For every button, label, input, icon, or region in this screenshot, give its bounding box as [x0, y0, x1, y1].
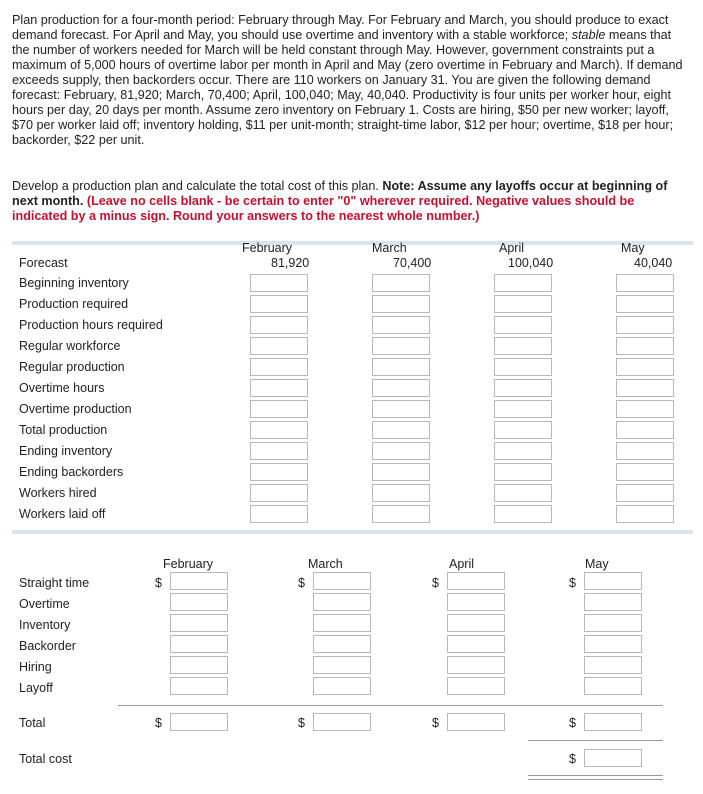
- total-cost-input[interactable]: [584, 749, 642, 767]
- workers-laid-off-april-input[interactable]: [494, 505, 552, 523]
- regular-workforce-may-input[interactable]: [616, 337, 674, 355]
- cost-label-layoff: Layoff: [19, 681, 53, 695]
- ending-backorders-february-input[interactable]: [250, 463, 308, 481]
- problem-text-a: Plan production for a four-month period: February through May. For February and March, you should produce to exact demand forecast. For April and May, you should use overtime and inventory with a stable workforce;: [12, 13, 669, 42]
- problem-statement: [12, 13, 692, 148]
- production-hours-required-march-input[interactable]: [372, 316, 430, 334]
- cost-backorder-february-input[interactable]: [170, 635, 228, 653]
- plan-table-bottom-band: [12, 530, 693, 534]
- cost-header-may: May: [585, 557, 609, 571]
- row-label-production-required: Production required: [19, 297, 129, 311]
- row-label-workers-hired: Workers hired: [19, 486, 97, 500]
- cost-overtime-february-input[interactable]: [170, 593, 228, 611]
- cost-straight-time-april-input[interactable]: [447, 572, 505, 590]
- row-label-beginning-inventory: Beginning inventory: [19, 276, 129, 290]
- regular-production-april-input[interactable]: [494, 358, 552, 376]
- plan-header-april: April: [499, 241, 525, 255]
- instructions-note: Note: Assume any layoffs occur at beginning of next month.: [12, 179, 668, 208]
- forecast-march: 70,400: [393, 256, 432, 270]
- cost-overtime-april-input[interactable]: [447, 593, 505, 611]
- overtime-production-march-input[interactable]: [372, 400, 430, 418]
- workers-laid-off-may-input[interactable]: [616, 505, 674, 523]
- cost-straight-time-may-input[interactable]: [584, 572, 642, 590]
- row-label-production-hours-required: Production hours required: [19, 318, 163, 332]
- row-label-regular-production: Regular production: [19, 360, 125, 374]
- beginning-inventory-april-input[interactable]: [494, 274, 552, 292]
- cost-overtime-march-input[interactable]: [313, 593, 371, 611]
- production-required-february-input[interactable]: [250, 295, 308, 313]
- cost-layoff-may-input[interactable]: [584, 677, 642, 695]
- currency-may: $: [569, 576, 576, 590]
- overtime-hours-april-input[interactable]: [494, 379, 552, 397]
- ending-backorders-may-input[interactable]: [616, 463, 674, 481]
- production-required-april-input[interactable]: [494, 295, 552, 313]
- row-label-overtime-hours: Overtime hours: [19, 381, 105, 395]
- cost-header-april: April: [449, 557, 475, 571]
- total-currency-february: $: [155, 716, 162, 730]
- ending-inventory-february-input[interactable]: [250, 442, 308, 460]
- cost-inventory-february-input[interactable]: [170, 614, 228, 632]
- workers-hired-may-input[interactable]: [616, 484, 674, 502]
- currency-february: $: [155, 576, 162, 590]
- cost-hiring-may-input[interactable]: [584, 656, 642, 674]
- total-production-april-input[interactable]: [494, 421, 552, 439]
- plan-header-may: May: [621, 241, 645, 255]
- cost-inventory-march-input[interactable]: [313, 614, 371, 632]
- production-required-march-input[interactable]: [372, 295, 430, 313]
- ending-inventory-april-input[interactable]: [494, 442, 552, 460]
- problem-text-stable: stable: [571, 28, 606, 42]
- plan-header-march: March: [372, 241, 407, 255]
- production-required-may-input[interactable]: [616, 295, 674, 313]
- regular-production-may-input[interactable]: [616, 358, 674, 376]
- cost-layoff-february-input[interactable]: [170, 677, 228, 695]
- instructions-warning: (Leave no cells blank - be certain to enter "0" wherever required. Negative values should be indicated by a minus sign. Round your answers to the nearest whole number.): [12, 194, 635, 223]
- forecast-label: Forecast: [19, 256, 68, 270]
- overtime-hours-may-input[interactable]: [616, 379, 674, 397]
- overtime-production-may-input[interactable]: [616, 400, 674, 418]
- cost-layoff-april-input[interactable]: [447, 677, 505, 695]
- total-production-march-input[interactable]: [372, 421, 430, 439]
- instructions: [12, 179, 692, 224]
- cost-header-february: February: [163, 557, 214, 571]
- ending-backorders-april-input[interactable]: [494, 463, 552, 481]
- row-label-total-production: Total production: [19, 423, 108, 437]
- total-cost-rule-2: [528, 779, 663, 780]
- regular-workforce-april-input[interactable]: [494, 337, 552, 355]
- overtime-production-february-input[interactable]: [250, 400, 308, 418]
- cost-backorder-march-input[interactable]: [313, 635, 371, 653]
- regular-workforce-march-input[interactable]: [372, 337, 430, 355]
- cost-label-overtime: Overtime: [19, 597, 70, 611]
- total-currency-march: $: [298, 716, 305, 730]
- regular-production-march-input[interactable]: [372, 358, 430, 376]
- total-currency-may: $: [569, 716, 576, 730]
- cost-straight-time-march-input[interactable]: [313, 572, 371, 590]
- currency-march: $: [298, 576, 305, 590]
- production-hours-required-may-input[interactable]: [616, 316, 674, 334]
- workers-hired-march-input[interactable]: [372, 484, 430, 502]
- ending-inventory-march-input[interactable]: [372, 442, 430, 460]
- overtime-production-april-input[interactable]: [494, 400, 552, 418]
- ending-backorders-march-input[interactable]: [372, 463, 430, 481]
- cost-hiring-march-input[interactable]: [313, 656, 371, 674]
- row-label-regular-workforce: Regular workforce: [19, 339, 121, 353]
- total-cost-rule-1: [528, 775, 663, 776]
- cost-label-straight-time: Straight time: [19, 576, 90, 590]
- cost-straight-time-february-input[interactable]: [170, 572, 228, 590]
- problem-text-b: means that the number of workers needed for March will be held constant through May. However, government constraints put a maximum of 5,000 hours of overtime labor per month in April and May (zero overtime in February and March). If demand exceeds supply, then backorders occur. There are 110 workers on January 31. You are given the following demand forecast: February, 81,920; March, 70,400; April, 100,040; May, 40,040. Productivity is four units per worker hour, eight hours per day, 20 days per month. Assume zero inventory on February 1. Costs are hiring, $50 per new worker; layoff, $70 per worker laid off; inventory holding, $11 per unit-month; straight-time labor, $12 per hour; overtime, $18 per hour; backorder, $22 per unit.: [12, 28, 683, 147]
- cost-inventory-may-input[interactable]: [584, 614, 642, 632]
- cost-hiring-february-input[interactable]: [170, 656, 228, 674]
- cost-label-inventory: Inventory: [19, 618, 71, 632]
- total-cost-label: Total cost: [19, 752, 72, 766]
- total-top-rule: [118, 705, 663, 706]
- total-cost-currency: $: [569, 752, 576, 766]
- cost-layoff-march-input[interactable]: [313, 677, 371, 695]
- forecast-april: 100,040: [508, 256, 554, 270]
- workers-hired-april-input[interactable]: [494, 484, 552, 502]
- production-hours-required-april-input[interactable]: [494, 316, 552, 334]
- beginning-inventory-february-input[interactable]: [250, 274, 308, 292]
- total-february-input[interactable]: [170, 713, 228, 731]
- cost-backorder-may-input[interactable]: [584, 635, 642, 653]
- ending-inventory-may-input[interactable]: [616, 442, 674, 460]
- regular-workforce-february-input[interactable]: [250, 337, 308, 355]
- cost-backorder-april-input[interactable]: [447, 635, 505, 653]
- row-label-ending-backorders: Ending backorders: [19, 465, 124, 479]
- workers-hired-february-input[interactable]: [250, 484, 308, 502]
- plan-table-top-band: [12, 241, 693, 245]
- beginning-inventory-march-input[interactable]: [372, 274, 430, 292]
- production-hours-required-february-input[interactable]: [250, 316, 308, 334]
- cost-label-backorder: Backorder: [19, 639, 76, 653]
- total-currency-april: $: [432, 716, 439, 730]
- plan-header-february: February: [242, 241, 293, 255]
- total-production-may-input[interactable]: [616, 421, 674, 439]
- currency-april: $: [432, 576, 439, 590]
- row-label-overtime-production: Overtime production: [19, 402, 132, 416]
- total-production-february-input[interactable]: [250, 421, 308, 439]
- row-label-workers-laid-off: Workers laid off: [19, 507, 106, 521]
- forecast-february: 81,920: [271, 256, 310, 270]
- beginning-inventory-may-input[interactable]: [616, 274, 674, 292]
- workers-laid-off-march-input[interactable]: [372, 505, 430, 523]
- forecast-may: 40,040: [634, 256, 673, 270]
- overtime-hours-march-input[interactable]: [372, 379, 430, 397]
- cost-header-march: March: [308, 557, 343, 571]
- workers-laid-off-february-input[interactable]: [250, 505, 308, 523]
- regular-production-february-input[interactable]: [250, 358, 308, 376]
- row-label-ending-inventory: Ending inventory: [19, 444, 113, 458]
- overtime-hours-february-input[interactable]: [250, 379, 308, 397]
- total-march-input[interactable]: [313, 713, 371, 731]
- instructions-lead: Develop a production plan and calculate the total cost of this plan.: [12, 179, 383, 193]
- total-label: Total: [19, 716, 46, 730]
- total-cost-top-rule: [528, 740, 663, 741]
- cost-overtime-may-input[interactable]: [584, 593, 642, 611]
- cost-inventory-april-input[interactable]: [447, 614, 505, 632]
- total-may-input[interactable]: [584, 713, 642, 731]
- cost-label-hiring: Hiring: [19, 660, 52, 674]
- total-april-input[interactable]: [447, 713, 505, 731]
- cost-hiring-april-input[interactable]: [447, 656, 505, 674]
